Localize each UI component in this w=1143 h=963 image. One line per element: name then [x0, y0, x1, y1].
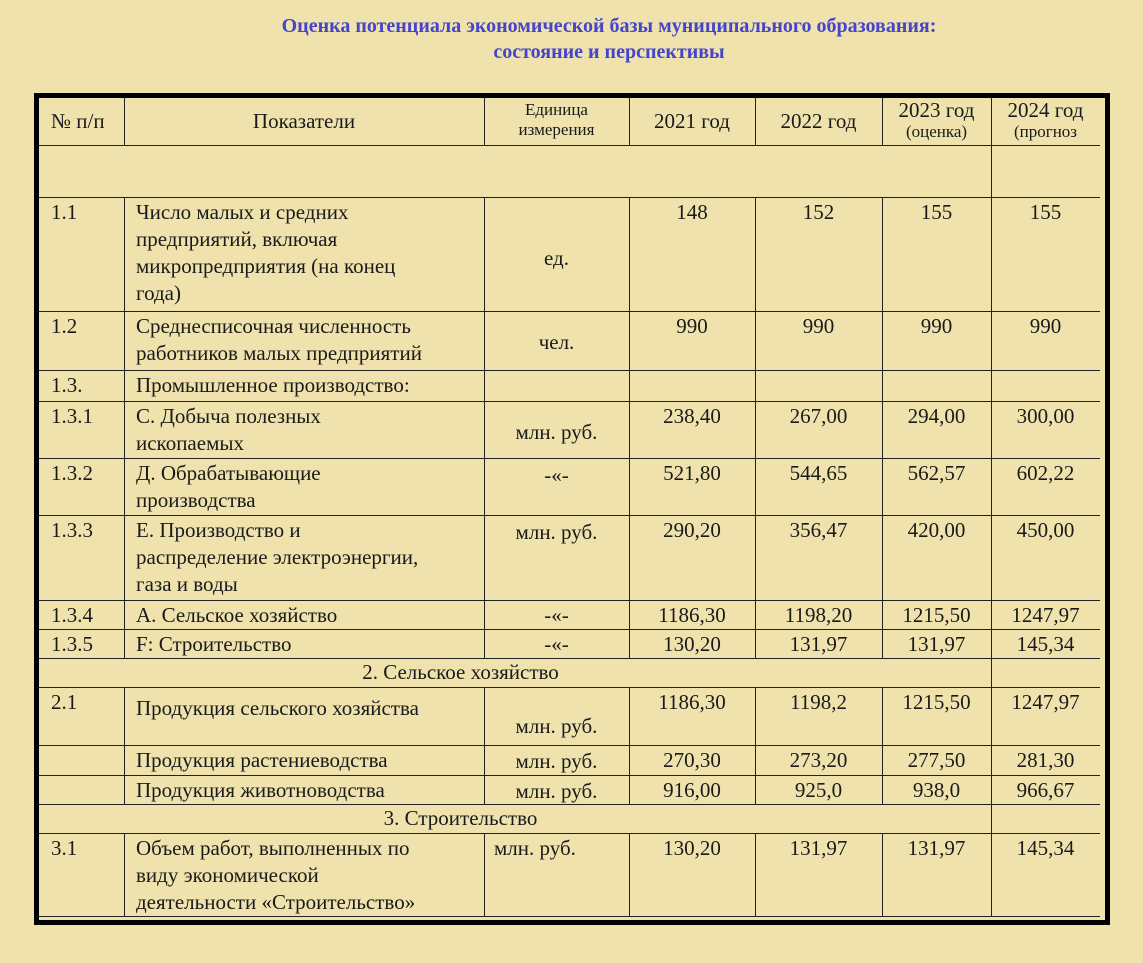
row-value-v2023: 294,00	[907, 404, 966, 428]
row-value-v2022: 1198,20	[784, 603, 853, 627]
row-value-v2022: 990	[802, 314, 835, 338]
row-value-v2023: 131,97	[907, 632, 966, 656]
row-value-v2023: 155	[920, 200, 953, 224]
row-value-v2021: 916,00	[663, 778, 721, 802]
row-unit: млн. руб.	[515, 520, 598, 544]
column-divider	[124, 515, 125, 600]
row-value-v2024: 966,67	[1016, 778, 1075, 802]
row-number: 1.3.5	[51, 632, 93, 656]
row-value-v2021: 1186,30	[658, 690, 726, 714]
header-2024-line1: 2024 год	[1007, 98, 1084, 122]
row-indicator-line: Число малых и средних	[136, 200, 349, 224]
title-line-2: состояние и перспективы	[493, 41, 725, 63]
row-value-v2023: 131,97	[907, 836, 966, 860]
row-unit: млн. руб.	[515, 749, 598, 773]
row-number: 1.3.3	[51, 518, 93, 542]
row-unit: -«-	[544, 632, 569, 656]
row-unit: -«-	[544, 463, 569, 487]
row-value-v2024: 450,00	[1016, 518, 1075, 542]
row-indicator-line: газа и воды	[136, 572, 238, 596]
row-divider	[39, 775, 1100, 776]
column-divider	[124, 833, 125, 916]
column-divider	[991, 658, 992, 687]
header-2023-line2: (оценка)	[905, 122, 968, 141]
row-value-v2024: 1247,97	[1011, 603, 1080, 627]
row-divider	[39, 401, 1100, 402]
column-divider	[124, 458, 125, 515]
row-indicator-line: Продукция сельского хозяйства	[136, 696, 419, 720]
column-divider	[991, 145, 992, 197]
section-agriculture: 2. Сельское хозяйство	[362, 660, 559, 684]
section-construction: 3. Строительство	[383, 806, 538, 830]
row-value-v2021: 130,20	[663, 836, 721, 860]
row-value-v2023: 938,0	[912, 778, 961, 802]
row-value-v2021: 238,40	[663, 404, 721, 428]
row-unit: млн. руб.	[515, 714, 598, 738]
row-divider	[39, 600, 1100, 601]
row-divider	[39, 458, 1100, 459]
row-value-v2021: 1186,30	[658, 603, 726, 627]
column-divider	[991, 370, 992, 401]
row-value-v2022: 273,20	[789, 748, 848, 772]
row-divider	[39, 745, 1100, 746]
row-number: 1.2	[51, 314, 78, 338]
row-number: 1.3.4	[51, 603, 93, 627]
column-divider	[755, 370, 756, 401]
row-number: 1.3.1	[51, 404, 93, 428]
row-indicator-line: производства	[136, 488, 256, 512]
row-value-v2023: 990	[920, 314, 953, 338]
row-unit: млн. руб.	[515, 779, 598, 803]
row-value-v2022: 544,65	[789, 461, 848, 485]
row-divider	[39, 311, 1100, 312]
column-divider	[124, 401, 125, 458]
row-number: 1.3.	[51, 373, 83, 397]
row-indicator-line: предприятий, включая	[136, 227, 338, 251]
header-num: № п/п	[51, 109, 105, 133]
row-indicator-line: работников малых предприятий	[136, 341, 422, 365]
header-2024-line2: (прогноз	[1013, 122, 1078, 141]
column-divider	[882, 370, 883, 401]
row-value-v2021: 990	[676, 314, 708, 338]
header-indicator: Показатели	[252, 109, 356, 133]
row-indicator-line: деятельности «Строительство»	[136, 890, 416, 914]
row-value-v2024: 602,22	[1016, 461, 1075, 485]
row-value-v2022: 1198,2	[790, 690, 847, 714]
row-value-v2024: 145,34	[1016, 836, 1075, 860]
row-indicator-line: Объем работ, выполненных по	[136, 836, 410, 860]
row-value-v2022: 131,97	[789, 836, 848, 860]
row-value-v2024: 990	[1029, 314, 1062, 338]
row-divider	[39, 916, 1100, 917]
row-value-v2021: 290,20	[663, 518, 721, 542]
row-indicator-line: С. Добыча полезных	[136, 404, 321, 428]
row-indicator-line: Д. Обрабатывающие	[136, 461, 321, 485]
row-indicator-line: Е. Производство и	[136, 518, 301, 542]
row-value-v2021: 270,30	[663, 748, 721, 772]
row-indicator-line: А. Сельское хозяйство	[136, 603, 338, 627]
column-divider	[991, 804, 992, 833]
row-value-v2023: 420,00	[907, 518, 966, 542]
column-divider	[124, 370, 125, 401]
row-value-v2024: 300,00	[1016, 404, 1075, 428]
row-indicator-line: F: Строительство	[136, 632, 292, 656]
header-2023-line1: 2023 год	[898, 98, 975, 122]
row-value-v2023: 1215,50	[902, 690, 971, 714]
row-value-v2023: 277,50	[907, 748, 966, 772]
row-value-v2022: 356,47	[789, 518, 848, 542]
row-divider	[39, 629, 1100, 630]
column-divider	[629, 370, 630, 401]
column-divider	[124, 311, 125, 370]
row-divider	[39, 833, 1100, 834]
row-value-v2022: 131,97	[789, 632, 848, 656]
row-value-v2022: 925,0	[794, 778, 843, 802]
row-value-v2024: 155	[1029, 200, 1062, 224]
row-value-v2024: 281,30	[1016, 748, 1075, 772]
column-divider	[124, 629, 125, 658]
row-indicator-line: Среднесписочная численность	[136, 314, 411, 338]
column-divider	[484, 370, 485, 401]
row-number: 1.1	[51, 200, 78, 224]
row-value-v2021: 148	[676, 200, 708, 224]
header-2021: 2021 год	[654, 109, 730, 133]
row-indicator-line: Продукция растениеводства	[136, 748, 388, 772]
header-unit-line1: Единица	[525, 100, 588, 119]
row-unit: чел.	[538, 330, 575, 354]
row-indicator-line: виду экономической	[136, 863, 319, 887]
header-unit-line2: измерения	[518, 120, 595, 139]
row-number: 2.1	[51, 690, 78, 714]
column-divider	[124, 775, 125, 804]
row-value-v2022: 267,00	[789, 404, 848, 428]
row-indicator-line: микропредприятия (на конец	[136, 254, 396, 278]
row-divider	[39, 687, 1100, 688]
row-divider	[39, 145, 1100, 146]
row-divider	[39, 370, 1100, 371]
column-divider	[124, 197, 125, 311]
row-indicator-line: распределение электроэнергии,	[136, 545, 419, 569]
column-divider	[484, 833, 485, 916]
row-unit: -«-	[544, 603, 569, 627]
row-indicator-line: Промышленное производство:	[136, 373, 410, 397]
row-divider	[39, 197, 1100, 198]
row-value-v2023: 562,57	[907, 461, 966, 485]
row-indicator-line: ископаемых	[136, 431, 244, 455]
column-divider	[124, 600, 125, 629]
row-value-v2021: 521,80	[663, 461, 721, 485]
row-indicator-line: года)	[136, 281, 181, 305]
row-number: 3.1	[51, 836, 78, 860]
row-unit: млн. руб.	[494, 836, 576, 860]
row-value-v2024: 145,34	[1016, 632, 1075, 656]
row-number: 1.3.2	[51, 461, 93, 485]
row-indicator-line: Продукция животноводства	[136, 778, 385, 802]
column-divider	[124, 745, 125, 775]
row-unit: ед.	[544, 246, 569, 270]
row-unit: млн. руб.	[515, 420, 598, 444]
row-value-v2021: 130,20	[663, 632, 721, 656]
row-value-v2023: 1215,50	[902, 603, 971, 627]
title-line-1: Оценка потенциала экономической базы муниципального образования:	[281, 15, 937, 37]
column-divider	[124, 687, 125, 745]
row-divider	[39, 515, 1100, 516]
header-2022: 2022 год	[780, 109, 857, 133]
row-value-v2024: 1247,97	[1011, 690, 1080, 714]
row-value-v2022: 152	[802, 200, 835, 224]
